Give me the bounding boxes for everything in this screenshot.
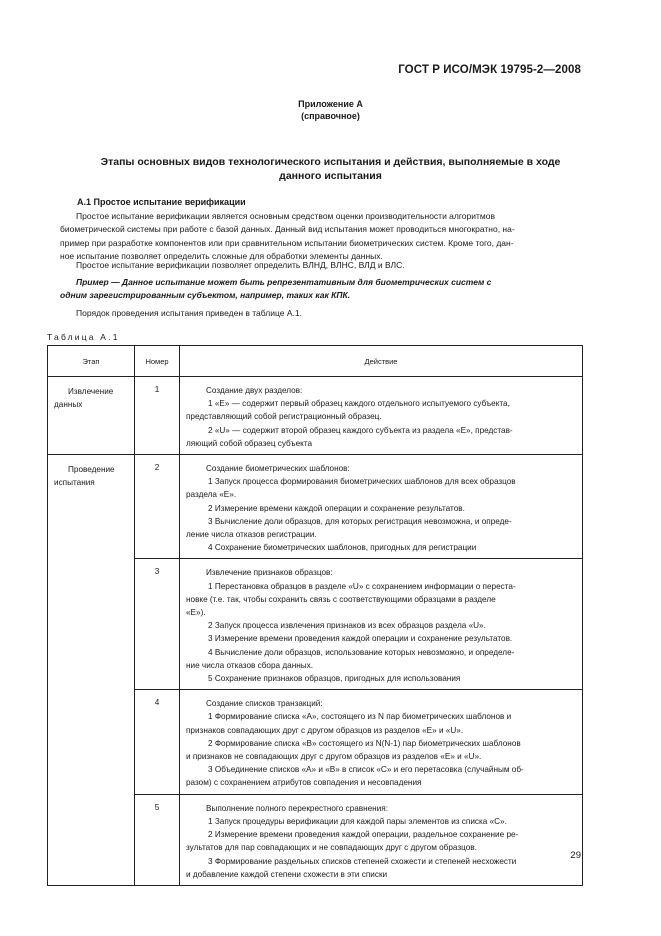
action-line: разом) с сохранением атрибутов совпадения и несовпадения [186, 778, 422, 788]
action-cell [180, 455, 583, 559]
header-action: Действие [180, 346, 583, 377]
table-header-row [48, 346, 583, 377]
action-line: признаков совпадающих друг с другом образцов из разделов «Е» и «U». [186, 725, 464, 735]
paragraph-intro [60, 210, 580, 264]
action-line: Извлечение признаков образцов: [206, 568, 333, 578]
action-line: новке (т.е. так, чтобы сохранить связь с соответствующими образцами в разделе [186, 594, 496, 604]
table-label: Таблица А.1 [47, 332, 120, 342]
main-title [60, 155, 601, 183]
action-line: ние числа отказов сбора данных. [186, 660, 313, 670]
number-cell: 5 [135, 794, 180, 885]
document-code: ГОСТ Р ИСО/МЭК 19795-2—2008 [398, 64, 581, 76]
stage-text: Извлечение [68, 387, 114, 396]
action-line: 2 Запуск процесса извлечения признаков из всех образцов раздела «U». [208, 621, 486, 631]
paragraph-line: одним зарегистрированным субъектом, например, таких как КПК. [60, 290, 351, 301]
number-cell: 3 [135, 559, 180, 690]
paragraph-metrics [60, 259, 580, 272]
action-line: зультатов для пар совпадающих и не совпадающих друг с другом образцов. [186, 843, 477, 853]
action-line: представляющий собой регистрационный образец. [186, 412, 382, 422]
paragraph-line [60, 210, 580, 223]
table-row [48, 455, 583, 559]
number-cell: 1 [135, 377, 180, 455]
action-line: Создание списков транзакций: [206, 699, 323, 709]
action-line: «Е»). [186, 608, 206, 618]
action-line: Выполнение полного перекрестного сравнения: [206, 803, 388, 813]
action-line: 2 Измерение времени каждой операции и сохранение результатов. [208, 503, 465, 513]
section-heading: А.1 Простое испытание верификации [77, 197, 246, 207]
action-line: и добавление каждой степени схожести в эти списки [186, 869, 388, 879]
action-line: Создание двух разделов: [206, 386, 303, 395]
action-cell [180, 794, 583, 885]
action-line: 2 «U» — содержит второй образец каждого субъекта из раздела «Е», представ- [208, 425, 513, 435]
action-line: 1 Перестановка образцов в разделе «U» с сохранением информации о переста- [208, 581, 516, 591]
action-line: раздела «Е». [186, 490, 237, 500]
table-row [48, 377, 583, 455]
action-line: 1 «Е» — содержит первый образец каждого отдельного испытуемого субъекта, [208, 399, 510, 409]
action-line: 3 Объединение списков «А» и «В» в список «С» и его перетасовка (случайным об- [208, 765, 524, 775]
action-line: 4 Вычисление доли образцов, использование которых невозможно, и определе- [208, 647, 515, 657]
action-line: ление числа отказов регистрации. [186, 530, 317, 540]
action-cell [180, 377, 583, 455]
action-line: 1 Запуск процесса формирования биометрических шаблонов для всех образцов [208, 477, 516, 487]
paragraph-text: Порядок проведения испытания приведен в таблице А.1. [76, 308, 302, 318]
paragraph-line: пример при разработке компонентов или при сравнительном испытании биометрических систем. Кроме того, дан- [60, 237, 514, 248]
stage-cell [48, 377, 135, 455]
number-cell: 2 [135, 455, 180, 559]
stage-text: Проведение [68, 465, 115, 475]
action-line: Создание биометрических шаблонов: [206, 464, 350, 474]
main-title-line: Этапы основных видов технологического испытания и действия, выполняемые в ходе [100, 156, 561, 168]
action-line: 3 Формирование раздельных списков степеней схожести и степеней несхожести [208, 856, 517, 866]
paragraph-text: Простое испытание верификации позволяет определить ВЛНД, ВЛНС, ВЛД и ВЛС. [76, 260, 405, 270]
action-cell [180, 559, 583, 690]
paragraph-example [60, 276, 580, 303]
action-line: 1 Запуск процедуры верификации для каждой пары элементов из списка «С». [208, 816, 507, 826]
header-number: Номер [135, 346, 180, 377]
action-line: 3 Измерение времени проведения каждой операции и сохранение результатов. [208, 634, 513, 644]
paragraph-line: биометрической системы при работе с базой данных. Данный вид испытания может проводиться многократно, на- [60, 224, 515, 235]
appendix-title: Приложение А [298, 99, 363, 109]
action-line: 5 Сохранение признаков образцов, пригодных для использования [208, 674, 461, 684]
page-number: 29 [570, 850, 581, 861]
action-line: 2 Измерение времени проведения каждой операции, раздельное сохранение ре- [208, 830, 519, 840]
paragraph-line: ное испытание позволяет определить сложные для обработки элементы данных. [60, 251, 383, 262]
paragraph-line [60, 276, 580, 289]
paragraph-text: Простое испытание верификации является основным средством оценки производительности алгоритмов [76, 211, 495, 221]
action-line: ляющий собой образец субъекта [186, 438, 313, 448]
action-line: 2 Формирование списка «В» состоящего из N(N-1) пар биометрических шаблонов [208, 738, 521, 748]
paragraph-table-ref [60, 307, 580, 320]
paragraph-text: Пример — Данное испытание может быть репрезентативным для биометрических систем с [76, 277, 492, 287]
action-line: 1 Формирование списка «А», состоящего из N пар биометрических шаблонов и [208, 712, 512, 722]
header-stage: Этап [48, 346, 135, 377]
action-line: 4 Сохранение биометрических шаблонов, пригодных для регистрации [208, 543, 477, 553]
action-line: 3 Вычисление доли образцов, для которых регистрация невозможна, и опреде- [208, 516, 512, 526]
procedure-table [47, 345, 583, 886]
stage-cell [48, 455, 135, 886]
number-cell: 4 [135, 690, 180, 794]
action-line: и признаков не совпадающих друг с другом образцов из разделов «Е» и «U». [186, 752, 482, 762]
action-cell [180, 690, 583, 794]
stage-text: испытания [54, 478, 95, 488]
stage-text: данных [54, 400, 83, 409]
appendix-type: (справочное) [301, 111, 360, 121]
main-title-line: данного испытания [279, 170, 382, 182]
